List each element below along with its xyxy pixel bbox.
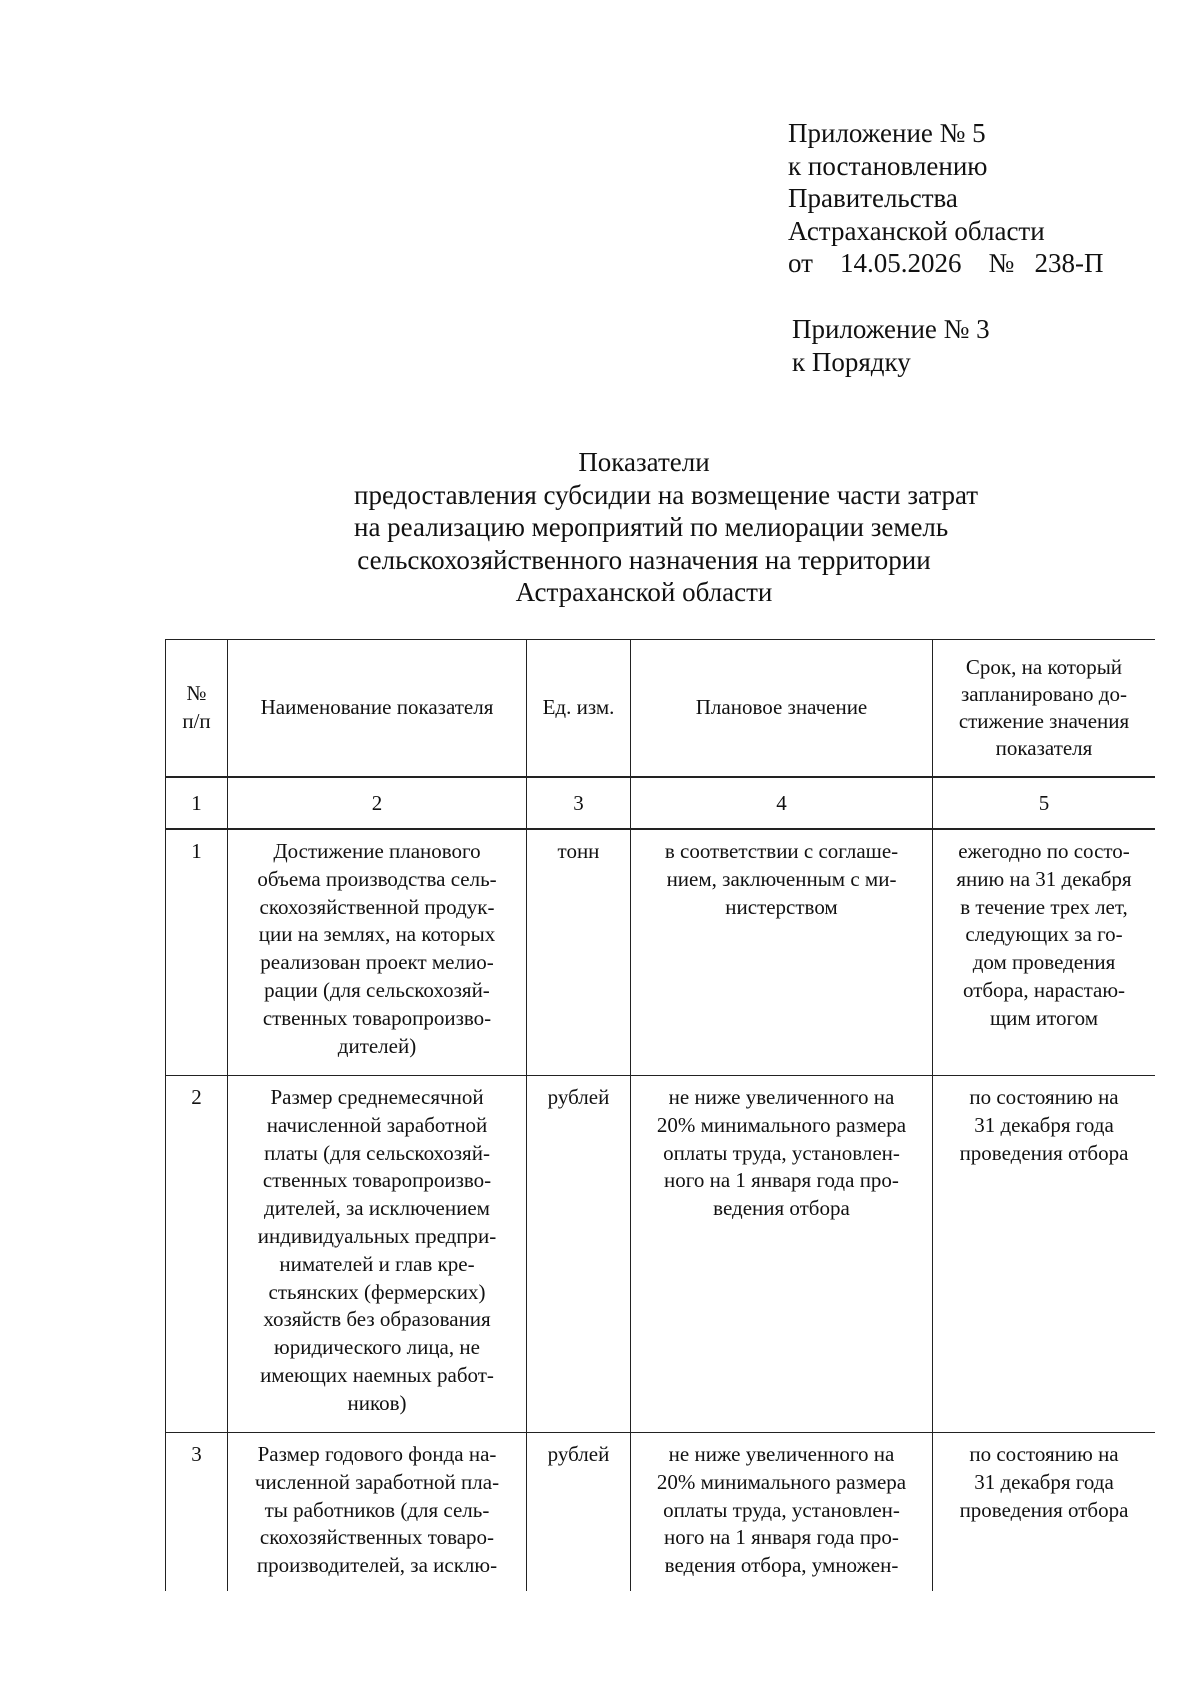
cell-line: Размер годового фонда на- [257, 1442, 497, 1466]
deadline-cell [933, 1433, 1156, 1592]
annex-line: Правительства [788, 183, 958, 213]
header-planned-value [631, 640, 933, 777]
annex-line: к Порядку [792, 346, 911, 377]
cell-line: следующих за го- [965, 922, 1123, 947]
cell-line: начисленной заработной [266, 1112, 488, 1137]
header-number [166, 640, 228, 777]
indicator-name-cell [228, 830, 527, 1076]
cell-line: оплаты труда, установлен- [663, 1140, 900, 1165]
annex-line: к постановлению [788, 150, 988, 181]
cell-line: рации (для сельскохозяй- [264, 977, 490, 1002]
table-row [166, 1433, 1156, 1592]
cell-line: оплаты труда, установлен- [663, 1497, 900, 1522]
planned-value-cell [631, 830, 933, 1076]
cell-line: Ед. изм. [542, 695, 615, 720]
cell-line: не ниже увеличенного на [668, 1442, 895, 1466]
cell-line: Плановое значение [695, 695, 868, 720]
cell-line: нистерством [725, 894, 838, 919]
column-number: 3 [527, 778, 631, 829]
cell-line: проведения отбора [959, 1140, 1129, 1165]
cell-line: отбора, нарастаю- [962, 977, 1126, 1002]
column-number: 4 [631, 778, 933, 829]
annex-line: от 14.05.2026 № 238-П [788, 248, 1104, 278]
title-line: сельскохозяйственного назначения на территории [357, 544, 931, 575]
deadline-cell [933, 1076, 1156, 1433]
indicator-name-cell [228, 1076, 527, 1433]
cell-line: Срок, на который [965, 655, 1123, 679]
annex-line: Приложение № 5 [788, 118, 986, 148]
cell-line: ственных товаропроизво- [262, 1168, 492, 1193]
cell-line: платы (для сельскохозяй- [264, 1140, 490, 1165]
cell-line: № [186, 681, 207, 706]
row-number: 2 [166, 1076, 228, 1433]
cell-line: ежегодно по состо- [958, 839, 1130, 863]
cell-line: стьянских (фермерских) [268, 1279, 486, 1304]
cell-line: численной заработной пла- [254, 1469, 500, 1494]
deadline-cell [933, 830, 1156, 1076]
column-number: 2 [228, 778, 527, 829]
header-unit [527, 640, 631, 777]
annex-line: Приложение № 3 [792, 314, 990, 344]
cell-line: рублей [547, 1085, 610, 1109]
cell-line: нием, заключенным с ми- [666, 866, 897, 891]
cell-line: юридического лица, не [274, 1335, 480, 1360]
cell-line: 20% минимального размера [656, 1469, 907, 1494]
cell-line: рублей [547, 1442, 610, 1466]
cell-line: ведения отбора [713, 1196, 850, 1221]
cell-line: показателя [995, 736, 1093, 760]
indicators-table-container [165, 639, 1155, 1591]
cell-line: 31 декабря года [974, 1112, 1114, 1137]
cell-line: скохозяйственных товаро- [259, 1525, 495, 1550]
cell-line: щим итогом [989, 1005, 1099, 1030]
header-indicator-name [228, 640, 527, 777]
indicator-name-cell [228, 1433, 527, 1592]
row-number: 1 [166, 830, 228, 1076]
column-number-row [166, 778, 1156, 829]
cell-line: ного на 1 января года про- [664, 1525, 899, 1550]
cell-line: имеющих наемных работ- [260, 1362, 494, 1387]
cell-line: по состоянию на [969, 1442, 1119, 1466]
table-row [166, 1076, 1156, 1433]
table-row [166, 830, 1156, 1076]
cell-line: производителей, за исклю- [256, 1553, 498, 1578]
cell-line: не ниже увеличенного на [668, 1085, 895, 1109]
annex-header-appendix-5 [788, 117, 1103, 280]
title-line: Показатели [578, 447, 710, 477]
planned-value-cell [631, 1433, 933, 1592]
planned-value-cell [631, 1076, 933, 1433]
cell-line: хозяйств без образования [263, 1307, 491, 1332]
indicators-table [165, 639, 1155, 1591]
cell-line: дителей, за исключением [264, 1196, 490, 1221]
unit-cell [527, 1433, 631, 1592]
cell-line: в течение трех лет, [960, 894, 1128, 919]
header-deadline [933, 640, 1156, 777]
cell-line: ного на 1 января года про- [664, 1168, 899, 1193]
cell-line: по состоянию на [969, 1085, 1119, 1109]
cell-line: реализован проект мелио- [260, 950, 494, 975]
column-number: 5 [933, 778, 1156, 829]
cell-line: запланировано до- [961, 682, 1127, 706]
row-number: 3 [166, 1433, 228, 1592]
cell-line: нимателей и глав кре- [279, 1251, 475, 1276]
unit-cell [527, 1076, 631, 1433]
cell-line: ственных товаропроизво- [262, 1005, 492, 1030]
cell-line: скохозяйственной продук- [259, 894, 495, 919]
cell-line: 31 декабря года [974, 1469, 1114, 1494]
title-line: предоставления субсидии на возмещение части затрат [354, 479, 979, 510]
cell-line: ции на землях, на которых [258, 922, 496, 947]
table-header-row [166, 640, 1156, 777]
cell-line: Размер среднемесячной [270, 1085, 484, 1109]
cell-line: объема производства сель- [257, 866, 497, 891]
cell-line: Достижение планового [273, 839, 481, 863]
cell-line: п/п [182, 709, 211, 733]
annex-header-appendix-3 [792, 313, 990, 378]
cell-line: янию на 31 декабря [956, 866, 1132, 891]
annex-line: Астраханской области [788, 215, 1045, 246]
cell-line: ведения отбора, умножен- [664, 1553, 899, 1578]
cell-line: ников) [347, 1390, 407, 1415]
column-number: 1 [166, 778, 228, 829]
cell-line: дом проведения [972, 950, 1116, 975]
title-line: Астраханской области [515, 577, 773, 608]
cell-line: Наименование показателя [260, 695, 494, 720]
cell-line: проведения отбора [959, 1497, 1129, 1522]
cell-line: в соответствии с соглаше- [664, 839, 899, 863]
title-line: на реализацию мероприятий по мелиорации земель [354, 512, 949, 543]
cell-line: дителей) [337, 1033, 417, 1058]
cell-line: 20% минимального размера [656, 1112, 907, 1137]
unit-cell [527, 830, 631, 1076]
cell-line: ты работников (для сель- [264, 1497, 490, 1522]
cell-line: индивидуальных предпри- [257, 1223, 497, 1248]
cell-line: тонн [557, 839, 600, 863]
cell-line: стижение значения [958, 709, 1130, 733]
